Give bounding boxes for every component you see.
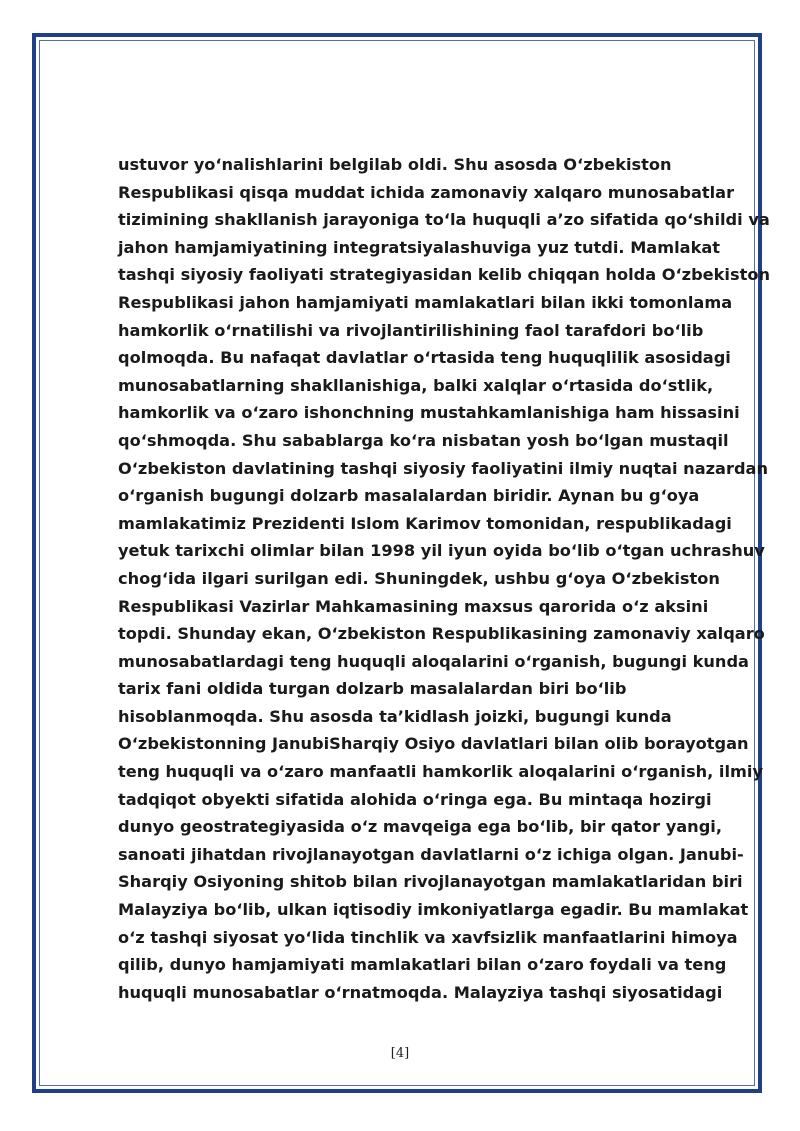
text-line: o‘rganish bugungi dolzarb masalalardan biridir. Aynan bu g‘oya bbox=[118, 486, 700, 506]
text-line: Sharqiy Osiyoning shitob bilan rivojlanayotgan mamlakatlaridan biri bbox=[118, 872, 743, 892]
text-line: tarix fani oldida turgan dolzarb masalalardan biri bo‘lib bbox=[118, 679, 627, 699]
text-line: munosabatlardagi teng huquqli aloqalarini o‘rganish, bugungi kunda bbox=[118, 651, 749, 671]
text-line: mamlakatimiz Prezidenti Islom Karimov tomonidan, respublikadagi bbox=[118, 513, 732, 533]
text-line: O‘zbekiston davlatining tashqi siyosiy faoliyatini ilmiy nuqtai nazardan bbox=[118, 458, 768, 478]
text-line: hamkorlik o‘rnatilishi va rivojlantirilishining faol tarafdori bo‘lib bbox=[118, 320, 704, 340]
text-line: tizimining shakllanish jarayoniga to‘la huquqli a’zo sifatida qo‘shildi va bbox=[118, 210, 770, 230]
text-line: o‘z tashqi siyosat yo‘lida tinchlik va xavfsizlik manfaatlarini himoya bbox=[118, 927, 738, 947]
page-number: [4] bbox=[390, 1046, 410, 1061]
text-line: huquqli munosabatlar o‘rnatmoqda. Malayziya tashqi siyosatidagi bbox=[118, 982, 723, 1002]
body-paragraph bbox=[118, 151, 770, 1006]
text-line: Respublikasi qisqa muddat ichida zamonaviy xalqaro munosabatlar bbox=[118, 182, 735, 202]
text-line: tadqiqot obyekti sifatida alohida o‘ringa ega. Bu mintaqa hozirgi bbox=[118, 789, 712, 809]
text-line: qilib, dunyo hamjamiyati mamlakatlari bilan o‘zaro foydali va teng bbox=[118, 955, 727, 975]
text-line: sanoati jihatdan rivojlanayotgan davlatlarni o‘z ichiga olgan. Janubi- bbox=[118, 844, 744, 864]
text-line: dunyo geostrategiyasida o‘z mavqeiga ega bo‘lib, bir qator yangi, bbox=[118, 817, 722, 837]
text-line: munosabatlarning shakllanishiga, balki xalqlar o‘rtasida do‘stlik, bbox=[118, 375, 714, 395]
text-line: jahon hamjamiyatining integratsiyalashuviga yuz tutdi. Mamlakat bbox=[118, 237, 720, 257]
text-line: chog‘ida ilgari surilgan edi. Shuningdek, ushbu g‘oya O‘zbekiston bbox=[118, 568, 720, 588]
text-line: topdi. Shunday ekan, O‘zbekiston Respublikasining zamonaviy xalqaro bbox=[118, 624, 765, 644]
text-line: hamkorlik va o‘zaro ishonchning mustahkamlanishiga ham hissasini bbox=[118, 403, 740, 423]
text-line: qolmoqda. Bu nafaqat davlatlar o‘rtasida teng huquqlilik asosidagi bbox=[118, 348, 731, 368]
text-line: Respublikasi Vazirlar Mahkamasining maxsus qarorida o‘z aksini bbox=[118, 596, 709, 616]
text-line: tashqi siyosiy faoliyati strategiyasidan kelib chiqqan holda O‘zbekiston bbox=[118, 265, 770, 285]
text-line: hisoblanmoqda. Shu asosda ta’kidlash joizki, bugungi kunda bbox=[118, 706, 672, 726]
text-line: O‘zbekistonning JanubiSharqiy Osiyo davlatlari bilan olib borayotgan bbox=[118, 734, 749, 754]
text-line: teng huquqli va o‘zaro manfaatli hamkorlik aloqalarini o‘rganish, ilmiy bbox=[118, 762, 763, 782]
text-line: Respublikasi jahon hamjamiyati mamlakatlari bilan ikki tomonlama bbox=[118, 292, 733, 312]
text-line: qo‘shmoqda. Shu sabablarga ko‘ra nisbatan yosh bo‘lgan mustaqil bbox=[118, 430, 729, 450]
text-line: yetuk tarixchi olimlar bilan 1998 yil iyun oyida bo‘lib o‘tgan uchrashuv bbox=[118, 541, 765, 561]
text-line: ustuvor yo‘nalishlarini belgilab oldi. Shu asosda O‘zbekiston bbox=[118, 155, 672, 174]
text-line: Malayziya bo‘lib, ulkan iqtisodiy imkoniyatlarga egadir. Bu mamlakat bbox=[118, 900, 749, 920]
